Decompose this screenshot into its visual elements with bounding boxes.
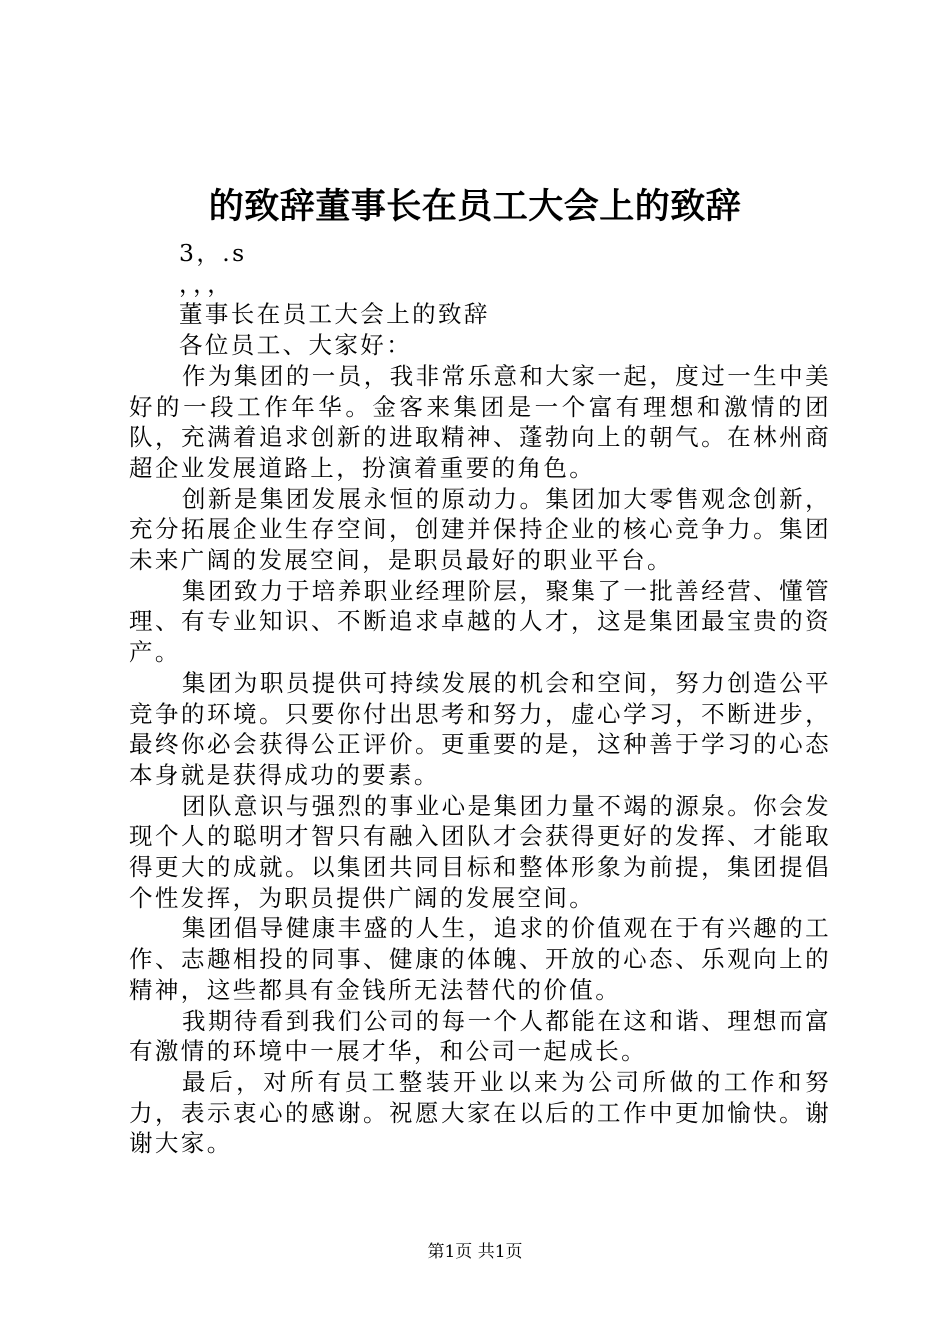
paragraph: 最后，对所有员工整装开业以来为公司所做的工作和努力，表示衷心的感谢。祝愿大家在以后的工作中更加愉快。谢谢大家。 — [129, 1067, 831, 1158]
page-number-footer: 第1页 共1页 — [427, 1242, 523, 1262]
greeting: 各位员工、大家好： — [179, 331, 413, 360]
meta-line: 3，.s — [179, 239, 247, 267]
meta-line: ，，， — [179, 269, 234, 298]
document-subtitle: 董事长在员工大会上的致辞 — [179, 300, 490, 329]
paragraph: 我期待看到我们公司的每一个人都能在这和谐、理想而富有激情的环境中一展才华，和公司一起成长。 — [129, 1006, 831, 1066]
paragraph: 团队意识与强烈的事业心是集团力量不竭的源泉。你会发现个人的聪明才智只有融入团队才会获得更好的发挥、才能取得更大的成就。以集团共同目标和整体形象为前提，集团提倡个性发挥，为职员提供广阔的发展空间。 — [129, 791, 831, 912]
paragraph: 集团为职员提供可持续发展的机会和空间，努力创造公平竞争的环境。只要你付出思考和努力，虚心学习，不断进步，最终你必会获得公正评价。更重要的是，这种善于学习的心态本身就是获得成功的要素。 — [129, 668, 831, 789]
document-title: 的致辞董事长在员工大会上的致辞 — [208, 186, 742, 227]
document-body — [129, 238, 831, 1159]
paragraph: 作为集团的一员，我非常乐意和大家一起，度过一生中美好的一段工作年华。金客来集团是一个富有理想和激情的团队，充满着追求创新的进取精神、蓬勃向上的朝气。在林州商超企业发展道路上，扮演着重要的角色。 — [129, 361, 831, 482]
paragraph: 集团倡导健康丰盛的人生，追求的价值观在于有兴趣的工作、志趣相投的同事、健康的体魄、开放的心态、乐观向上的精神，这些都具有金钱所无法替代的价值。 — [129, 914, 831, 1004]
paragraph: 创新是集团发展永恒的原动力。集团加大零售观念创新，充分拓展企业生存空间，创建并保持企业的核心竞争力。集团未来广阔的发展空间，是职员最好的职业平台。 — [129, 484, 831, 575]
paragraph: 集团致力于培养职业经理阶层，聚集了一批善经营、懂管理、有专业知识、不断追求卓越的人才，这是集团最宝贵的资产。 — [129, 576, 831, 667]
